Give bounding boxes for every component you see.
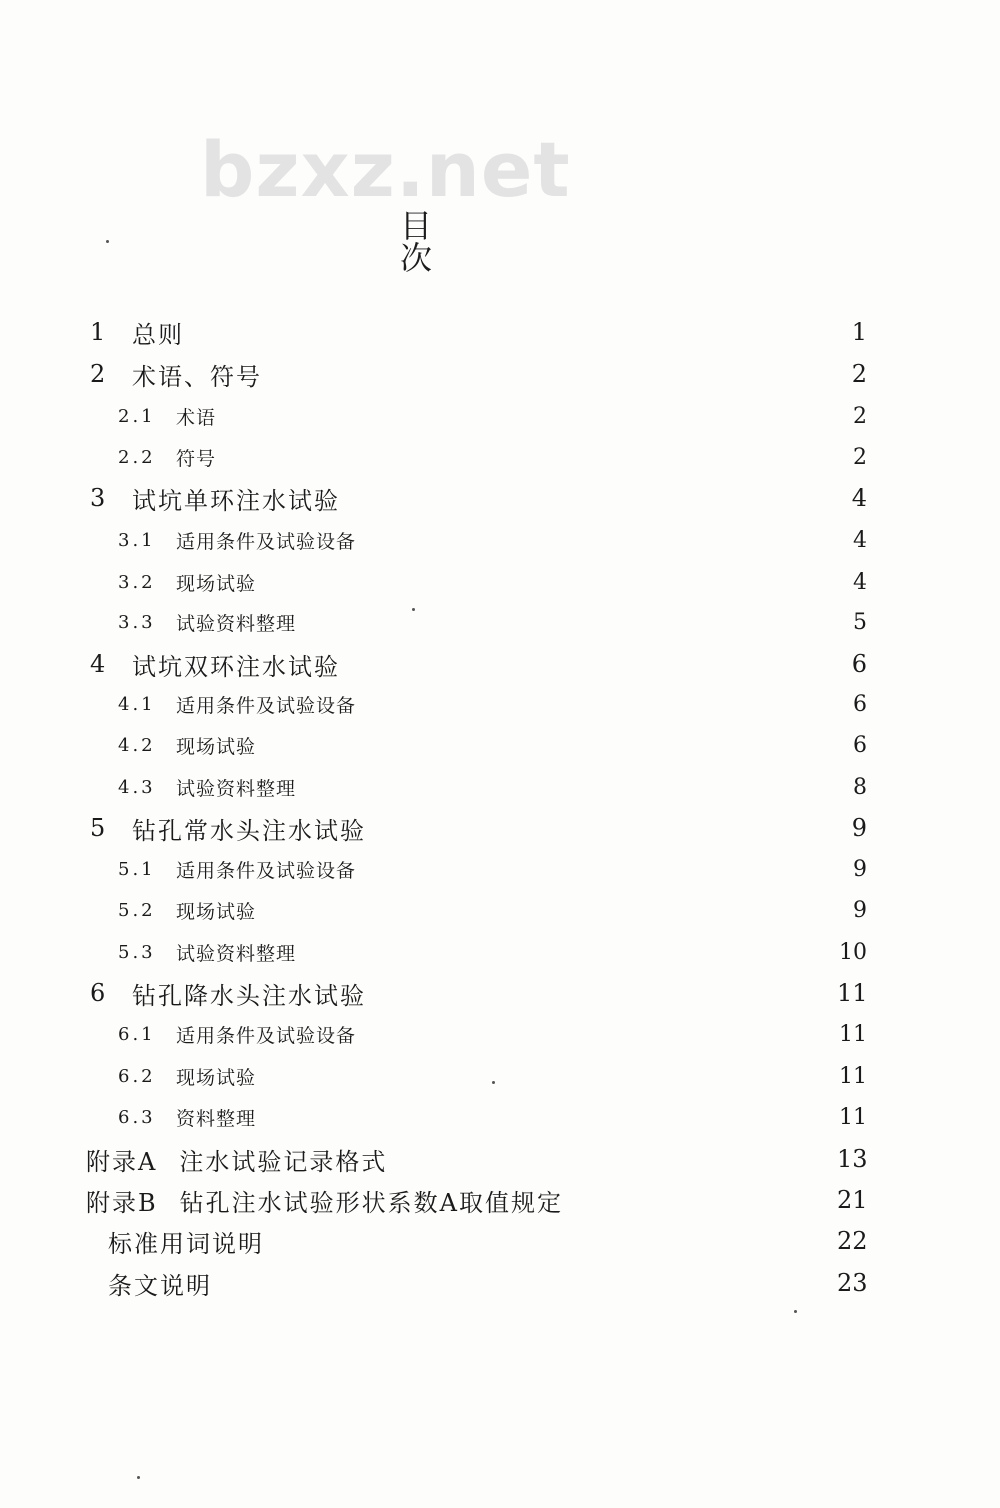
toc-entry-5-1[interactable] (118, 852, 867, 886)
toc-entry-number: 附录B (86, 1188, 158, 1217)
toc-entry-number: 4.3 (118, 776, 156, 798)
toc-entry-label: 试验资料整理 (176, 612, 297, 635)
dot-leader (264, 893, 831, 927)
dot-leader (264, 565, 831, 599)
dot-leader (395, 1142, 831, 1176)
toc-entry-page: 2 (853, 444, 867, 470)
scan-speck (412, 608, 415, 611)
toc-entry-page: 11 (839, 1063, 867, 1089)
toc-entry-page: 6 (851, 650, 867, 678)
toc-entry-label: 条文说明 (108, 1271, 212, 1300)
toc-entry-number: 2.1 (118, 405, 156, 427)
toc-entry-label: 适用条件及试验设备 (176, 694, 357, 717)
scan-speck (492, 1081, 495, 1084)
watermark: bzxz.net (200, 125, 571, 214)
toc-entry-5-3[interactable] (118, 935, 867, 969)
toc-entry-page: 6 (853, 691, 867, 717)
toc-entry-4-1[interactable] (118, 687, 867, 721)
toc-entry-page: 6 (853, 732, 867, 758)
toc-entry-1[interactable] (90, 315, 867, 349)
dot-leader (264, 1059, 831, 1093)
toc-entry-5[interactable] (90, 811, 867, 845)
toc-entry-appendix-a[interactable] (86, 1142, 867, 1176)
dot-leader (304, 770, 831, 804)
toc-entry-page: 5 (853, 609, 867, 635)
toc-entry-6-1[interactable] (118, 1017, 867, 1051)
toc-entry-number: 2.2 (118, 446, 156, 468)
toc-entry-number: 5 (90, 814, 106, 842)
dot-leader (224, 399, 831, 433)
toc-entry-number: 5.3 (118, 941, 156, 963)
dot-leader (304, 605, 831, 639)
toc-entry-4[interactable] (90, 647, 867, 681)
toc-entry-label: 试验资料整理 (176, 942, 297, 965)
dot-leader (270, 357, 831, 391)
toc-entry-2[interactable] (90, 357, 867, 391)
toc-entry-page: 8 (853, 774, 867, 800)
toc-entry-terms[interactable] (86, 1224, 867, 1258)
dot-leader (192, 315, 831, 349)
dot-leader (364, 523, 831, 557)
toc-entry-label: 适用条件及试验设备 (176, 1024, 357, 1047)
toc-entry-label: 适用条件及试验设备 (176, 859, 357, 882)
page-title: 目 次 (400, 207, 505, 277)
toc-entry-explanation[interactable] (86, 1266, 867, 1300)
toc-entry-page: 4 (853, 569, 867, 595)
toc-entry-label: 资料整理 (176, 1107, 257, 1130)
dot-leader (304, 935, 831, 969)
toc-entry-number: 4.1 (118, 693, 156, 715)
toc-entry-2-1[interactable] (118, 399, 867, 433)
dot-leader (220, 1266, 831, 1300)
toc-entry-6-2[interactable] (118, 1059, 867, 1093)
toc-entry-label: 总则 (132, 320, 184, 349)
toc-entry-label: 标准用词说明 (108, 1229, 264, 1258)
dot-leader (364, 1017, 831, 1051)
toc-entry-number: 6.1 (118, 1023, 156, 1045)
toc-entry-number: 3.2 (118, 571, 156, 593)
dot-leader (348, 647, 831, 681)
toc-entry-number: 3.1 (118, 529, 156, 551)
toc-entry-label: 钻孔常水头注水试验 (132, 816, 366, 845)
toc-entry-page: 4 (853, 527, 867, 553)
toc-entry-4-2[interactable] (118, 728, 867, 762)
dot-leader (272, 1224, 831, 1258)
toc-entry-page: 9 (851, 814, 867, 842)
toc-entry-page: 4 (851, 484, 867, 512)
dot-leader (364, 852, 831, 886)
toc-entry-label: 试坑双环注水试验 (132, 652, 340, 681)
toc-entry-number: 5.1 (118, 858, 156, 880)
toc-entry-label: 现场试验 (176, 572, 257, 595)
toc-entry-page: 9 (853, 856, 867, 882)
toc-entry-3[interactable] (90, 481, 867, 515)
toc-entry-label: 钻孔降水头注水试验 (132, 981, 366, 1010)
toc-entry-number: 4.2 (118, 734, 156, 756)
toc-entry-label: 现场试验 (176, 1066, 257, 1089)
dot-leader (348, 481, 831, 515)
toc-entry-page: 23 (837, 1269, 868, 1297)
toc-entry-number: 4 (90, 650, 106, 678)
dot-leader (264, 1100, 831, 1134)
toc-entry-label: 试坑单环注水试验 (132, 486, 340, 515)
toc-entry-number: 6.2 (118, 1065, 156, 1087)
toc-entry-number: 6 (90, 979, 106, 1007)
dot-leader (374, 811, 831, 845)
dot-leader (224, 440, 831, 474)
toc-entry-4-3[interactable] (118, 770, 867, 804)
toc-entry-3-1[interactable] (118, 523, 867, 557)
toc-entry-number: 3.3 (118, 611, 156, 633)
toc-entry-label: 钻孔注水试验形状系数A取值规定 (179, 1188, 563, 1217)
toc-entry-number: 3 (90, 484, 106, 512)
toc-entry-page: 2 (851, 360, 867, 388)
toc-entry-label: 术语、符号 (132, 362, 262, 391)
toc-entry-page: 11 (839, 1104, 867, 1130)
toc-entry-page: 13 (837, 1145, 868, 1173)
toc-entry-3-2[interactable] (118, 565, 867, 599)
dot-leader (571, 1183, 831, 1217)
scan-speck (106, 240, 109, 243)
toc-entry-number: 5.2 (118, 899, 156, 921)
toc-entry-3-3[interactable] (118, 605, 867, 639)
toc-entry-label: 适用条件及试验设备 (176, 530, 357, 553)
toc-entry-label: 注水试验记录格式 (179, 1147, 388, 1176)
toc-entry-appendix-b[interactable] (86, 1183, 867, 1217)
toc-entry-number: 2 (90, 360, 106, 388)
toc-entry-6-3[interactable] (118, 1100, 867, 1134)
toc-entry-number: 6.3 (118, 1106, 156, 1128)
toc-entry-page: 11 (839, 1021, 867, 1047)
toc-entry-2-2[interactable] (118, 440, 867, 474)
dot-leader (374, 976, 831, 1010)
toc-entry-label: 试验资料整理 (176, 777, 297, 800)
toc-entry-page: 22 (837, 1227, 868, 1255)
toc-entry-5-2[interactable] (118, 893, 867, 927)
toc-entry-label: 术语 (176, 406, 217, 429)
toc-entry-page: 1 (851, 318, 867, 346)
toc-entry-number: 1 (90, 318, 106, 346)
toc-entry-page: 10 (839, 939, 867, 965)
toc-entry-6[interactable] (90, 976, 867, 1010)
toc-entry-page: 11 (837, 979, 868, 1007)
dot-leader (364, 687, 831, 721)
scan-speck (137, 1476, 140, 1479)
toc-entry-page: 21 (837, 1186, 868, 1214)
toc-entry-page: 2 (853, 403, 867, 429)
toc-entry-label: 现场试验 (176, 735, 257, 758)
dot-leader (264, 728, 831, 762)
toc-entry-number: 附录A (86, 1147, 158, 1176)
toc-entry-label: 现场试验 (176, 900, 257, 923)
toc-entry-page: 9 (853, 897, 867, 923)
scan-speck (794, 1310, 797, 1313)
toc-entry-label: 符号 (176, 447, 217, 470)
